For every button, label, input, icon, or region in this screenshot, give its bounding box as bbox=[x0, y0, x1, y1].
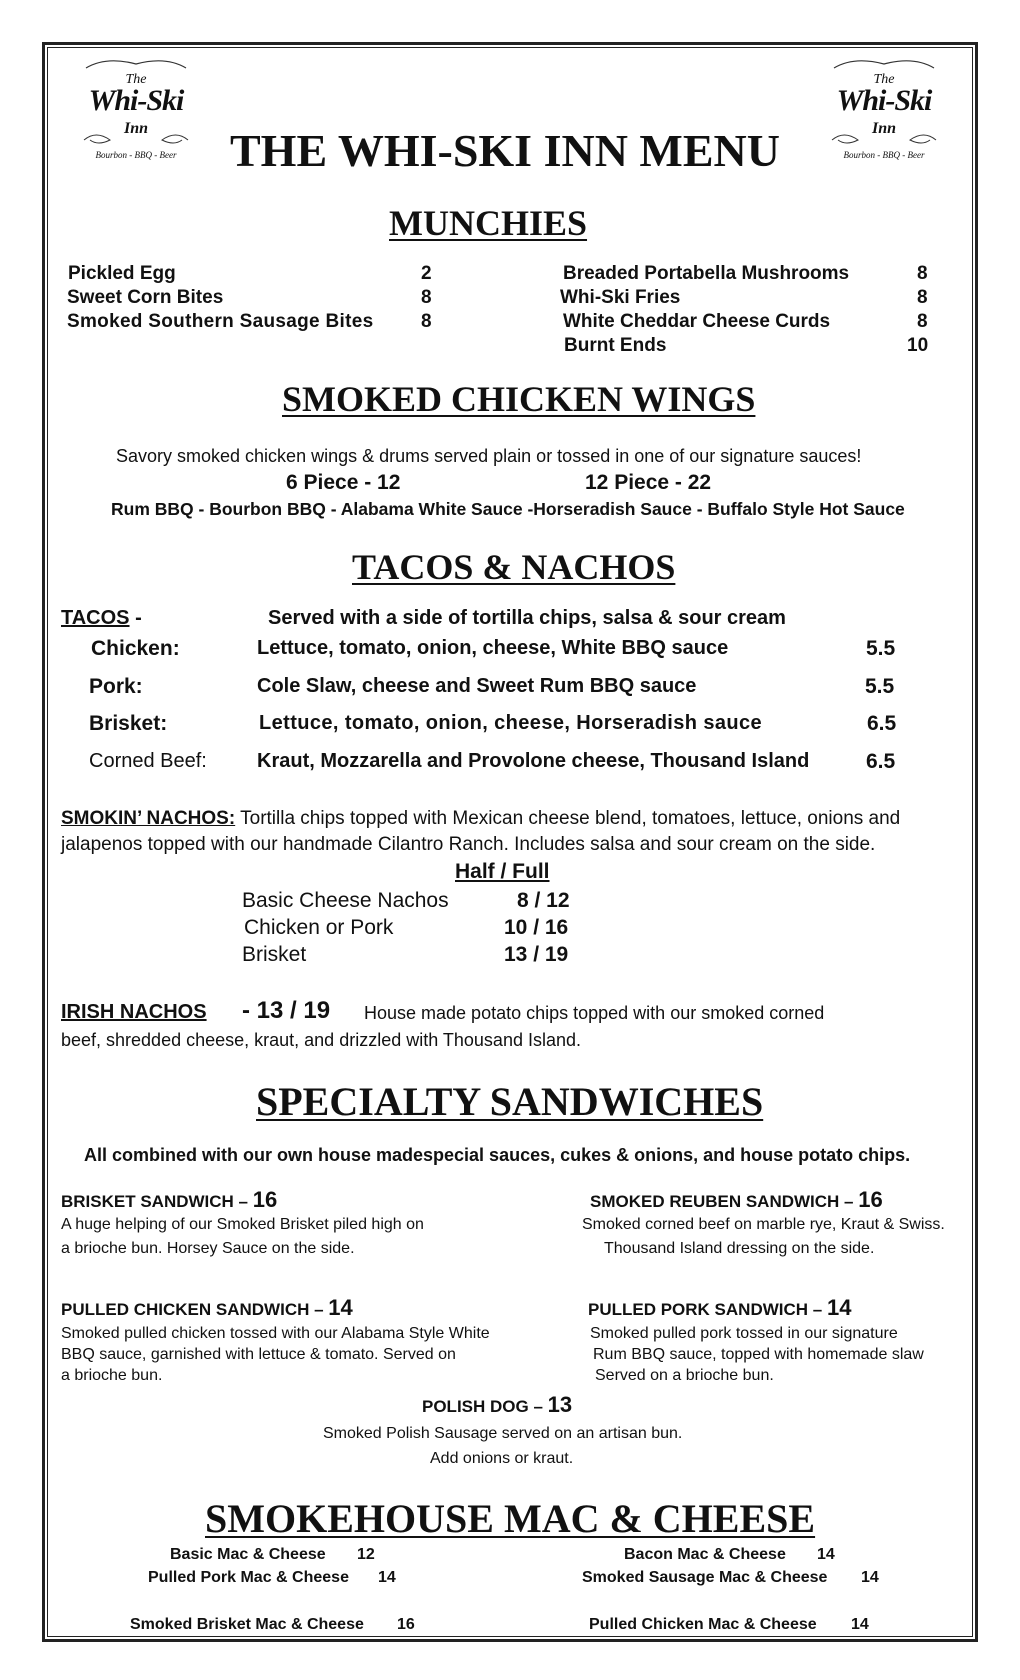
brisket-sandwich-desc: A huge helping of our Smoked Brisket piled high on bbox=[61, 1216, 424, 1233]
mac-name: Bacon Mac & Cheese bbox=[624, 1546, 786, 1563]
munchie-price: 8 bbox=[421, 311, 432, 332]
munchie-name: Breaded Portabella Mushrooms bbox=[563, 263, 850, 284]
mac-name: Smoked Brisket Mac & Cheese bbox=[130, 1616, 364, 1633]
page-title: THE WHI-SKI INN MENU bbox=[230, 125, 780, 176]
reuben-sandwich-price: 16 bbox=[858, 1187, 883, 1212]
heading-wings: SMOKED CHICKEN WINGS bbox=[282, 379, 756, 419]
mac-name: Basic Mac & Cheese bbox=[170, 1546, 326, 1563]
tacos-label: TACOS bbox=[61, 607, 130, 629]
pulled-pork-title: PULLED PORK SANDWICH – 14 bbox=[588, 1295, 852, 1320]
taco-price: 6.5 bbox=[866, 750, 896, 773]
heading-mac-cheese: SMOKEHOUSE MAC & CHEESE bbox=[205, 1496, 816, 1541]
polish-dog-price: 13 bbox=[547, 1392, 573, 1417]
taco-price: 6.5 bbox=[867, 712, 897, 735]
pulled-chicken-title: PULLED CHICKEN SANDWICH – 14 bbox=[61, 1295, 353, 1320]
munchie-price: 10 bbox=[907, 335, 929, 356]
wings-twelve-piece: 12 Piece - 22 bbox=[585, 471, 712, 494]
smokin-nachos-desc-2: jalapenos topped with our handmade Cilantro Ranch. Includes salsa and sour cream on the side. bbox=[61, 834, 876, 855]
mac-price: 16 bbox=[397, 1616, 415, 1633]
mac-price: 12 bbox=[357, 1546, 375, 1563]
logo-name: Whi-Ski bbox=[88, 84, 184, 117]
nachos-price: 10 / 16 bbox=[504, 916, 569, 939]
heading-munchies: MUNCHIES bbox=[389, 203, 588, 243]
pulled-pork-price: 14 bbox=[826, 1295, 852, 1320]
logo-left bbox=[76, 54, 196, 164]
pulled-pork-desc-3: Served on a brioche bun. bbox=[595, 1367, 774, 1384]
munchie-name: Burnt Ends bbox=[564, 335, 667, 356]
munchie-price: 8 bbox=[917, 311, 928, 332]
taco-name: Corned Beef: bbox=[89, 750, 207, 772]
brisket-sandwich-price: 16 bbox=[252, 1187, 278, 1212]
taco-price: 5.5 bbox=[866, 637, 896, 660]
smokin-nachos-row bbox=[61, 808, 900, 830]
reuben-sandwich-desc: Smoked corned beef on marble rye, Kraut & Swiss. bbox=[582, 1216, 945, 1233]
taco-name: Chicken: bbox=[91, 637, 180, 660]
heading-sandwiches: SPECIALTY SANDWICHES bbox=[256, 1079, 764, 1124]
pulled-pork-desc-2: Rum BBQ sauce, topped with homemade slaw bbox=[593, 1346, 924, 1363]
irish-nachos-price: - 13 / 19 bbox=[242, 997, 331, 1024]
taco-desc: Kraut, Mozzarella and Provolone cheese, Thousand Island bbox=[257, 750, 810, 772]
pulled-chicken-price: 14 bbox=[328, 1295, 353, 1320]
pulled-chicken-desc-2: BBQ sauce, garnished with lettuce & tomato. Served on bbox=[61, 1346, 456, 1363]
logo-right bbox=[824, 54, 944, 164]
reuben-sandwich-title: SMOKED REUBEN SANDWICH – 16 bbox=[590, 1187, 883, 1212]
mac-price: 14 bbox=[851, 1616, 869, 1633]
mac-price: 14 bbox=[861, 1569, 879, 1586]
nachos-price: 8 / 12 bbox=[517, 889, 570, 912]
nachos-name: Basic Cheese Nachos bbox=[242, 889, 449, 912]
taco-name: Pork: bbox=[89, 675, 143, 698]
mac-name: Pulled Pork Mac & Cheese bbox=[148, 1569, 349, 1586]
brisket-sandwich-title: BRISKET SANDWICH – 16 bbox=[61, 1187, 278, 1212]
munchie-price: 8 bbox=[917, 263, 928, 284]
taco-desc: Lettuce, tomato, onion, cheese, White BBQ sauce bbox=[257, 637, 729, 659]
polish-dog-title: POLISH DOG – 13 bbox=[422, 1392, 573, 1417]
pulled-chicken-desc-3: a brioche bun. bbox=[61, 1367, 163, 1384]
logo-tagline: Bourbon - BBQ - Beer bbox=[95, 150, 177, 160]
logo-inn: Inn bbox=[123, 120, 149, 137]
logo-the: The bbox=[873, 72, 895, 87]
logo-inn: Inn bbox=[871, 120, 897, 137]
mac-name: Pulled Chicken Mac & Cheese bbox=[589, 1616, 817, 1633]
tacos-label-row bbox=[61, 607, 142, 630]
munchie-price: 8 bbox=[421, 287, 432, 308]
munchie-name: Smoked Southern Sausage Bites bbox=[67, 311, 374, 332]
nachos-price: 13 / 19 bbox=[504, 943, 569, 966]
munchie-name: Sweet Corn Bites bbox=[67, 287, 224, 308]
taco-desc: Cole Slaw, cheese and Sweet Rum BBQ sauce bbox=[257, 675, 697, 697]
irish-nachos-desc: House made potato chips topped with our smoked corned bbox=[364, 1003, 825, 1023]
polish-dog-desc: Smoked Polish Sausage served on an artisan bun. bbox=[323, 1425, 683, 1442]
taco-desc: Lettuce, tomato, onion, cheese, Horseradish sauce bbox=[259, 712, 763, 734]
mac-price: 14 bbox=[817, 1546, 835, 1563]
pulled-pork-desc: Smoked pulled pork tossed in our signature bbox=[590, 1325, 898, 1342]
munchie-name: Whi-Ski Fries bbox=[560, 287, 681, 308]
pulled-chicken-desc: Smoked pulled chicken tossed with our Alabama Style White bbox=[61, 1325, 490, 1342]
polish-dog-desc-2: Add onions or kraut. bbox=[430, 1450, 574, 1467]
taco-price: 5.5 bbox=[865, 675, 895, 698]
sandwiches-intro: All combined with our own house madespecial sauces, cukes & onions, and house potato chips. bbox=[84, 1145, 911, 1165]
munchie-price: 2 bbox=[421, 263, 432, 284]
logo-name: Whi-Ski bbox=[836, 84, 932, 117]
heading-tacos-nachos: TACOS & NACHOS bbox=[352, 547, 676, 587]
brisket-sandwich-desc-2: a brioche bun. Horsey Sauce on the side. bbox=[61, 1240, 355, 1257]
smokin-nachos-label: SMOKIN’ NACHOS: bbox=[61, 808, 236, 829]
nachos-name: Brisket bbox=[242, 943, 307, 966]
smokin-nachos-desc: Tortilla chips topped with Mexican cheese blend, tomatoes, lettuce, onions and bbox=[240, 808, 901, 829]
nachos-name: Chicken or Pork bbox=[244, 916, 394, 939]
logo-the: The bbox=[125, 72, 147, 87]
half-full-header: Half / Full bbox=[455, 860, 550, 883]
irish-nachos-label: IRISH NACHOS bbox=[61, 1001, 207, 1023]
munchie-name: Pickled Egg bbox=[68, 263, 176, 284]
taco-name: Brisket: bbox=[89, 712, 168, 735]
irish-nachos-desc-2: beef, shredded cheese, kraut, and drizzled with Thousand Island. bbox=[61, 1030, 581, 1050]
mac-price: 14 bbox=[378, 1569, 396, 1586]
reuben-sandwich-desc-2: Thousand Island dressing on the side. bbox=[604, 1240, 875, 1257]
tacos-note: Served with a side of tortilla chips, salsa & sour cream bbox=[268, 607, 786, 629]
wings-description: Savory smoked chicken wings & drums served plain or tossed in one of our signature sauces! bbox=[116, 446, 862, 466]
munchie-price: 8 bbox=[917, 287, 928, 308]
wings-sauces: Rum BBQ - Bourbon BBQ - Alabama White Sauce -Horseradish Sauce - Buffalo Style Hot Sauce bbox=[111, 499, 905, 519]
logo-tagline: Bourbon - BBQ - Beer bbox=[843, 150, 925, 160]
wings-six-piece: 6 Piece - 12 bbox=[286, 471, 401, 494]
munchie-name: White Cheddar Cheese Curds bbox=[563, 311, 831, 332]
mac-name: Smoked Sausage Mac & Cheese bbox=[582, 1569, 828, 1586]
tacos-dash: - bbox=[129, 607, 142, 629]
